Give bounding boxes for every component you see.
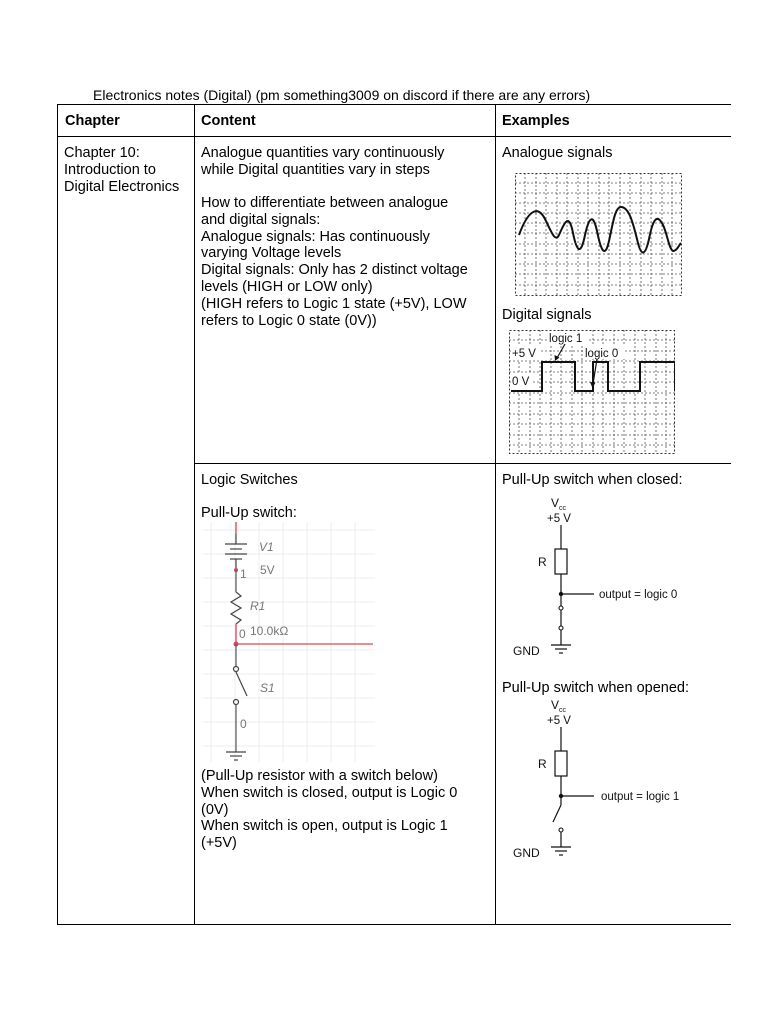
header-row-divider (58, 136, 731, 137)
gnd-symbol (551, 847, 571, 855)
header-examples: Examples (502, 113, 570, 129)
resistor-r (555, 549, 567, 574)
battery-v1 (225, 534, 247, 570)
vcc-label: $V_{cc}$ (551, 496, 567, 512)
digital-signals-title: Digital signals (502, 307, 592, 323)
column-divider-1 (194, 105, 195, 924)
r1-label: R1 (250, 599, 266, 613)
chapter-line: Chapter 10: (64, 145, 140, 161)
node-0-label: 0 (240, 717, 247, 731)
text-line: How to differentiate between analogue (201, 195, 449, 211)
pull-up-switch-subtitle: Pull-Up switch: (201, 505, 297, 521)
logic1-label: logic 1 (549, 333, 583, 345)
text-line: (0V) (201, 801, 229, 818)
content-intro (201, 145, 444, 179)
v1-value-label: 5V (260, 563, 275, 577)
gnd-label: GND (513, 846, 540, 860)
header-chapter: Chapter (65, 113, 120, 129)
r-label: R (538, 555, 547, 569)
node-0-label: 0 (239, 627, 246, 641)
gnd-label: GND (513, 644, 540, 658)
switch-s1 (236, 672, 247, 696)
content-differentiate (201, 195, 468, 329)
zero-v-label: 0 V (512, 376, 530, 388)
pull-up-closed-diagram (508, 493, 708, 663)
chapter-line: Digital Electronics (64, 178, 180, 195)
logic-switches-title: Logic Switches (201, 472, 298, 488)
output-closed-label: output = logic 0 (599, 589, 678, 601)
logic0-label: logic 0 (585, 348, 619, 360)
text-line: When switch is closed, output is Logic 0 (201, 784, 458, 801)
ground-symbol (226, 752, 246, 760)
text-line: (Pull-Up resistor with a switch below) (201, 768, 438, 784)
pull-up-notes (201, 768, 457, 852)
analogue-signal-graphic (515, 173, 682, 296)
text-line: Analogue signals: Has continuously (201, 228, 430, 245)
row-divider (195, 463, 731, 464)
pull-up-switch-schematic (203, 522, 375, 762)
vcc-label: $V_{cc}$ (551, 698, 567, 714)
node-1-label: 1 (240, 567, 247, 581)
closed-switch-title: Pull-Up switch when closed: (502, 472, 683, 488)
opened-switch-title: Pull-Up switch when opened: (502, 680, 689, 696)
text-line: refers to Logic 0 state (0V)) (201, 312, 377, 329)
v1-label: V1 (259, 540, 274, 554)
chapter-title (64, 145, 179, 195)
analogue-signals-title: Analogue signals (502, 145, 613, 161)
output-open-label: output = logic 1 (601, 791, 680, 803)
resistor-r (555, 751, 567, 776)
plus5v-label: +5 V (512, 348, 536, 360)
text-line: (HIGH refers to Logic 1 state (+5V), LOW (201, 295, 467, 312)
digital-signal-graphic (509, 330, 675, 454)
text-line: levels (HIGH or LOW only) (201, 278, 373, 295)
text-line: varying Voltage levels (201, 245, 342, 262)
column-divider-2 (495, 105, 496, 924)
document-header-note: Electronics notes (Digital) (pm something3009 on discord if there are any errors) (93, 87, 591, 103)
r-label: R (538, 757, 547, 771)
text-line: and digital signals: (201, 211, 321, 228)
plus5v-label: +5 V (547, 513, 571, 525)
r1-value-label: 10.0kΩ (250, 624, 289, 638)
text-line: Analogue quantities vary continuously (201, 145, 445, 161)
s1-label: S1 (260, 681, 275, 695)
analogue-waveform (519, 207, 681, 253)
chapter-line: Introduction to (64, 161, 156, 178)
gnd-symbol (551, 645, 571, 653)
resistor-r1 (231, 592, 241, 624)
text-line: When switch is open, output is Logic 1 (201, 818, 448, 835)
switch-open (553, 805, 561, 822)
header-content: Content (201, 113, 256, 129)
pull-up-opened-diagram (508, 695, 708, 865)
text-line: (+5V) (201, 835, 237, 852)
text-line: Digital signals: Only has 2 distinct voltage (201, 262, 468, 279)
text-line: while Digital quantities vary in steps (201, 161, 430, 178)
plus5v-label: +5 V (547, 715, 571, 727)
